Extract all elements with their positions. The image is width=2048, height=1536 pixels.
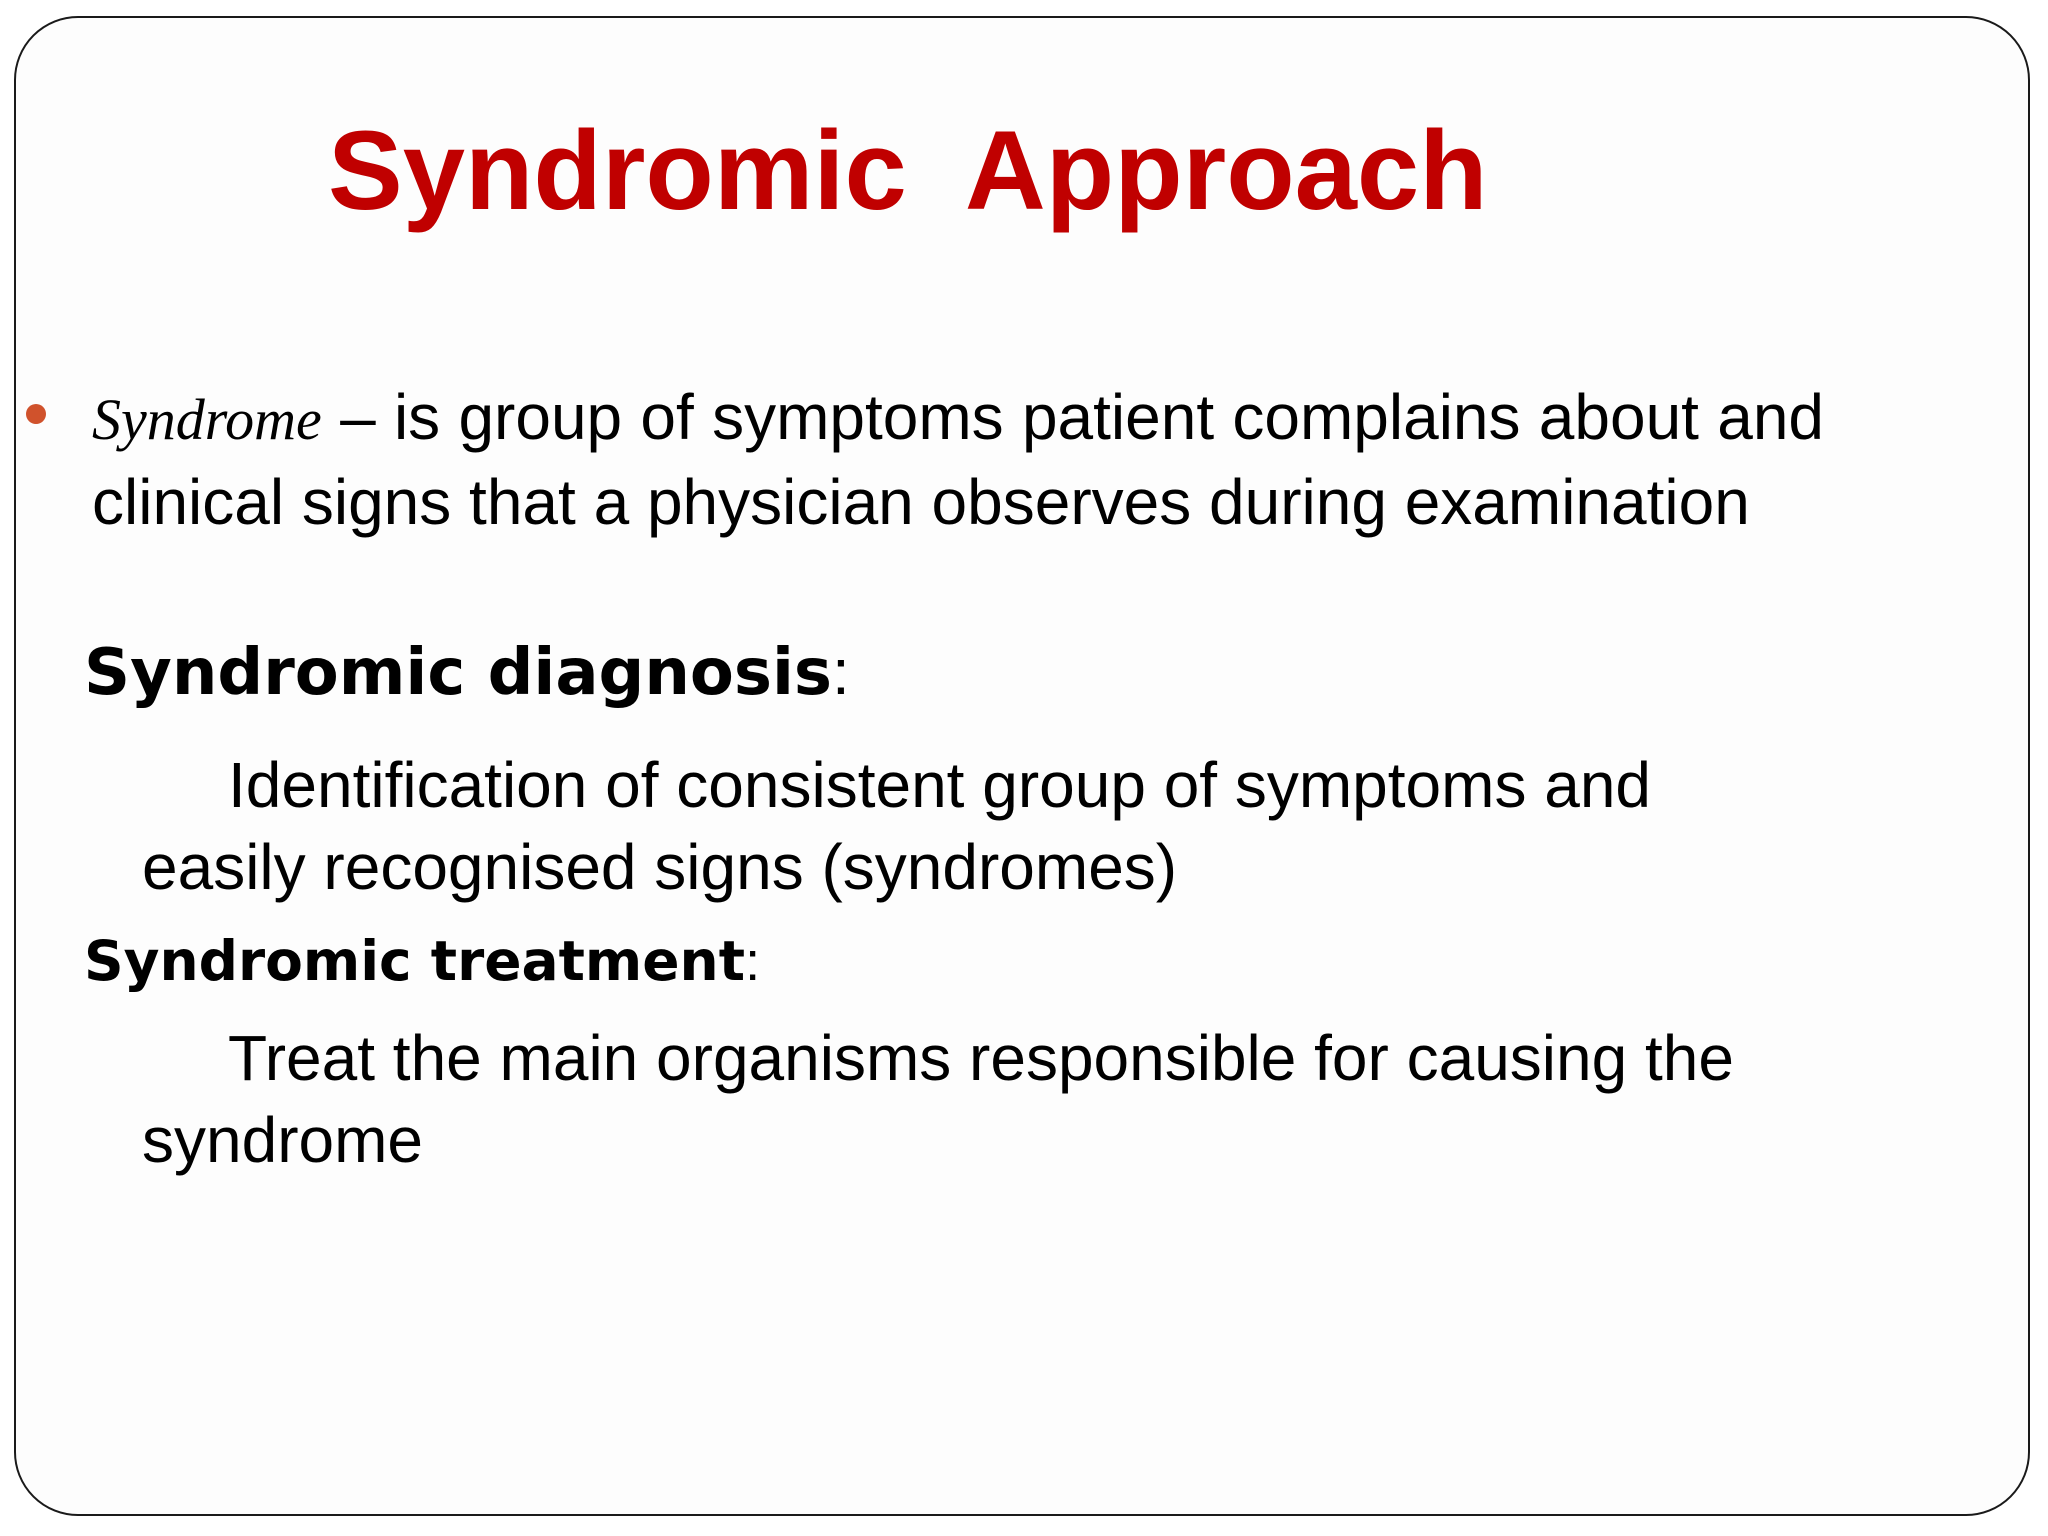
syndrome-definition [92,376,1824,544]
syndromic-diagnosis-heading [84,634,850,712]
syndromic-treatment-colon: : [745,930,761,992]
syndrome-definition-text: – is group of symptoms patient complains about and clinical signs that a physician observes during examination [92,381,1824,538]
syndromic-treatment-label: Syndromic treatment [84,929,745,993]
syndromic-diagnosis-text: Identification of consistent group of symptoms and easily recognised signs (syndromes) [142,749,1651,903]
syndromic-diagnosis-label: Syndromic diagnosis [84,636,832,710]
syndromic-diagnosis-colon: : [831,636,850,708]
slide-title: Syndromic Approach [328,108,1488,233]
bullet-dot-icon [26,404,46,424]
syndromic-treatment-text: Treat the main organisms responsible for causing the syndrome [142,1022,1734,1176]
syndrome-term: Syndrome [92,387,322,452]
syndromic-treatment-heading [84,928,760,994]
